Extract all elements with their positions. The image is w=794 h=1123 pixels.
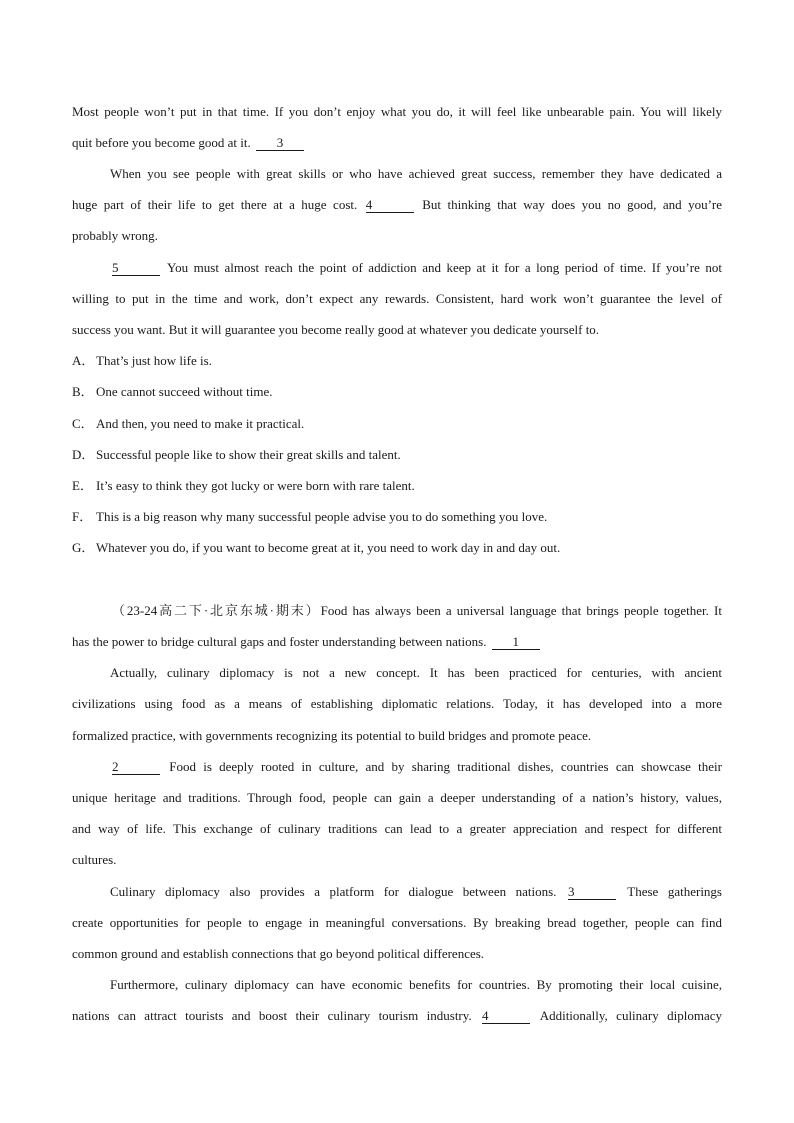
- p2-para4-line-3: common ground and establish connections that go beyond political differences.: [72, 946, 485, 961]
- para4-text-a: Culinary diplomacy also provides a platform for dialogue between nations.: [110, 884, 557, 899]
- p2-para2-line-3: formalized practice, with governments recognizing its potential to build bridges and promote peace.: [72, 728, 592, 743]
- intro-text-2: has the power to bridge cultural gaps and foster understanding between nations.: [72, 634, 487, 649]
- p3-line-3: success you want. But it will guarantee you become really good at whatever you dedicate yourself to.: [72, 322, 600, 337]
- blank-4-passage2[interactable]: 4: [482, 1009, 530, 1024]
- option-text: One cannot succeed without time.: [96, 384, 273, 399]
- p2-para5-line-1: Furthermore, culinary diplomacy can have economic benefits for countries. By promoting their local cuisine,: [110, 977, 722, 992]
- option-e[interactable]: [72, 478, 722, 494]
- para4-text-b: These gatherings: [627, 884, 722, 899]
- p2-intro-line-2: [72, 634, 722, 650]
- option-b[interactable]: [72, 384, 722, 400]
- p3-line-2: willing to put in the time and work, don’t expect any rewards. Consistent, hard work won’t guarantee the level of: [72, 291, 722, 306]
- p2-para4-line-2: create opportunities for people to engage in meaningful conversations. By breaking bread together, people can find: [72, 915, 722, 930]
- option-text: Whatever you do, if you want to become great at it, you need to work day in and day out.: [96, 540, 561, 555]
- p1-line-1: Most people won’t put in that time. If you don’t enjoy what you do, it will feel like unbearable pain. You will likely: [72, 104, 722, 119]
- blank-3-passage1[interactable]: 3: [256, 136, 304, 151]
- p2-para3-line-4: cultures.: [72, 852, 117, 867]
- option-text: It’s easy to think they got lucky or were born with rare talent.: [96, 478, 415, 493]
- option-letter: F．: [72, 509, 93, 524]
- blank-5-passage1[interactable]: 5: [112, 261, 160, 276]
- para3-text: Food is deeply rooted in culture, and by sharing traditional dishes, countries can showcase their: [169, 759, 722, 774]
- para5-text-a: nations can attract tourists and boost their culinary tourism industry.: [72, 1008, 472, 1023]
- option-letter: G．: [72, 540, 95, 555]
- p2-para3-line-3: and way of life. This exchange of culinary traditions can lead to a greater appreciation and respect for different: [72, 821, 722, 836]
- p2-para3-line-2: unique heritage and traditions. Through food, people can gain a deeper understanding of a nation’s history, values,: [72, 790, 722, 805]
- option-letter: A．: [72, 353, 95, 368]
- option-text: That’s just how life is.: [96, 353, 212, 368]
- p3-line-1: [110, 260, 722, 276]
- source-tag: （23-24高二下·北京东城·期末）: [112, 603, 321, 618]
- p2-para3-line-1: [110, 759, 722, 775]
- p2-intro-line-1: [112, 603, 722, 619]
- option-letter: E．: [72, 478, 93, 493]
- blank-4-passage1[interactable]: 4: [366, 198, 414, 213]
- option-text: And then, you need to make it practical.: [96, 416, 305, 431]
- p2-line-1: When you see people with great skills or who have achieved great success, remember they have dedicated a: [110, 166, 722, 181]
- p2-para2-line-2: civilizations using food as a means of establishing diplomatic relations. Today, it has developed into a more: [72, 696, 722, 711]
- blank-2-passage2[interactable]: 2: [112, 760, 160, 775]
- option-c[interactable]: [72, 416, 722, 432]
- option-d[interactable]: [72, 447, 722, 463]
- para5-text-b: Additionally, culinary diplomacy: [539, 1008, 722, 1023]
- option-letter: C．: [72, 416, 94, 431]
- p2-line-2-b: But thinking that way does you no good, and you’re: [422, 197, 723, 212]
- p2-line-2: [72, 197, 722, 213]
- p1-line-2: [72, 135, 722, 151]
- p2-para4-line-1: [110, 884, 722, 900]
- blank-1-passage2[interactable]: 1: [492, 635, 540, 650]
- option-a[interactable]: [72, 353, 722, 369]
- p2-para2-line-1: Actually, culinary diplomacy is not a new concept. It has been practiced for centuries, with ancient: [110, 665, 722, 680]
- option-f[interactable]: [72, 509, 722, 525]
- option-text: Successful people like to show their great skills and talent.: [96, 447, 401, 462]
- option-letter: D．: [72, 447, 95, 462]
- p2-line-2-a: huge part of their life to get there at a huge cost.: [72, 197, 358, 212]
- intro-text: Food has always been a universal language that brings people together. It: [320, 603, 722, 618]
- p3-line-1-text: You must almost reach the point of addiction and keep at it for a long period of time. If you’re not: [167, 260, 722, 275]
- option-g[interactable]: [72, 540, 722, 556]
- option-text: This is a big reason why many successful people advise you to do something you love.: [96, 509, 548, 524]
- p2-line-3: probably wrong.: [72, 228, 158, 243]
- p2-para5-line-2: [72, 1008, 722, 1024]
- p1-line-2-text: quit before you become good at it.: [72, 135, 251, 150]
- option-letter: B．: [72, 384, 94, 399]
- blank-3-passage2[interactable]: 3: [568, 885, 616, 900]
